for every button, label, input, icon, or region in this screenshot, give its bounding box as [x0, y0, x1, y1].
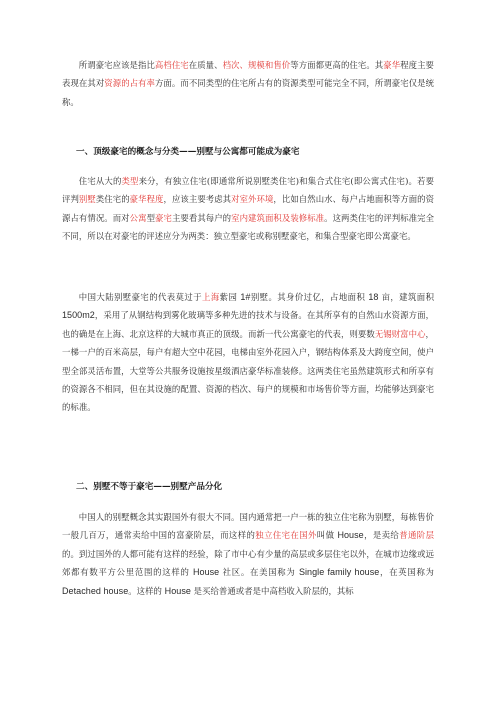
paragraph-3 — [62, 508, 434, 600]
text-run: 主要看其每户的 — [171, 212, 232, 223]
highlighted-text: 公寓 — [129, 212, 147, 223]
text-run: House — [192, 567, 220, 578]
text-run: Single family house — [298, 567, 380, 578]
text-run: House — [337, 530, 364, 541]
highlighted-text: 豪宅 — [155, 212, 172, 223]
text-run: ，应该主要考虑其 — [163, 194, 232, 205]
text-run: 中国人的别墅概念其实跟国外有很大不同。国内通常把一户一栋的独立住宅称为别墅，每栋售价一般几百万，通常卖给中国的富豪阶层，而这样的 — [62, 512, 434, 541]
text-run: ，比如自然山水、每户占地面积等方面的资源占有情况。而对 — [62, 194, 435, 223]
highlighted-text: 高档住宅 — [154, 60, 189, 70]
text-run: 住宅从大的 — [78, 176, 122, 186]
text-run: 来分，有独立住宅(即通常所说别墅类住宅)和集合式住宅(即公寓式住宅)。若要评判 — [62, 176, 435, 205]
text-run: ，采用了从钢结构到雾化玻璃等多种先进的技术与设备。在其所享有的自然山水资源方面，也的确是在上海、北京这样的大城市真正的顶级。而新一代公寓豪宅的代表，则要数 — [62, 310, 434, 339]
paragraph-intro — [62, 56, 434, 111]
text-run: 类住宅的 — [95, 194, 130, 205]
text-run: 所谓豪宅应该是指比 — [78, 60, 155, 70]
text-run: Detached house — [62, 585, 129, 596]
text-run: 别墅。其身价过亿，占地面积 — [250, 292, 369, 302]
text-run: 方面。而不同类型的住宅所占有的资源类型可能完全不同，所谓豪宅仅是统称。 — [62, 78, 434, 107]
text-run: 是买给普通或者是中高档收入阶层的，其标 — [190, 585, 354, 596]
text-run: ，是卖给 — [363, 530, 400, 541]
highlighted-text: 室内建筑面积及装修标准 — [231, 212, 325, 223]
highlighted-text: 无锡财富中心 — [374, 328, 426, 339]
highlighted-text: 上海 — [202, 292, 220, 302]
text-run: 社区。在美国称为 — [219, 567, 299, 578]
text-run: ，在英国称为 — [379, 567, 434, 578]
highlighted-text: 对室外环境 — [231, 194, 274, 205]
text-run: 的。到过国外的人都可能有这样的经验，除了市中心有少量的高层或多层住宅以外，在城市边缘或远郊都有数平方公里范围的这样的 — [62, 548, 434, 578]
highlighted-text: 类型 — [121, 176, 139, 186]
text-run: ，一梯一户的百米高层，每户有超大空中花园，电梯由室外花园入户，钢结构体系及大跨度空间，使户型全部灵活布置，大堂等公共服务设施按星级酒店豪华标准装修。这两类住宅虽然建筑形式和所享有的资源各不相同，但在其设施的配置、资源的档次、每户的规模和市场售价等方面，均能够达到豪宅的标准。 — [62, 328, 434, 413]
text-run: 叫做 — [316, 530, 338, 541]
highlighted-text: 资源的占有率 — [104, 78, 156, 89]
text-run: 1500m2 — [62, 310, 95, 321]
text-run: 亩，建筑面积 — [378, 292, 435, 302]
text-run: 型 — [146, 212, 156, 223]
paragraph-1 — [62, 172, 434, 246]
text-run: 在质量、 — [188, 60, 223, 70]
highlighted-text: 普通阶层 — [399, 530, 435, 541]
text-run: 18 — [368, 292, 379, 302]
text-run: 紫园 — [219, 292, 241, 302]
highlighted-text: 独立住宅在国外 — [255, 530, 317, 541]
text-run: 。这两类住宅的评判标准完全不同，所以在对豪宅的评述应分为两类：独立型豪宅或称别墅豪宅，和集合型豪宅即公寓豪宅。 — [62, 212, 435, 242]
text-run: 等方面都更高的住宅。其 — [290, 60, 384, 70]
text-run: House — [164, 585, 191, 596]
highlighted-text: 档次、规模和售价 — [222, 60, 291, 70]
section-heading-1: 一、顶级豪宅的概念与分类——别墅与公寓都可能成为豪宅 — [76, 147, 300, 157]
text-run: 程度主要表现在其对 — [62, 60, 434, 89]
paragraph-2 — [62, 288, 434, 417]
text-run: 1# — [240, 292, 251, 302]
text-run: 。这样的 — [128, 585, 165, 596]
text-run: 中国大陆别墅豪宅的代表莫过于 — [78, 292, 203, 302]
highlighted-text: 豪华 — [383, 60, 401, 70]
highlighted-text: 豪华程度 — [129, 194, 164, 205]
highlighted-text: 别墅 — [78, 194, 96, 205]
section-heading-2: 二、别墅不等于豪宅——别墅产品分化 — [76, 482, 223, 492]
